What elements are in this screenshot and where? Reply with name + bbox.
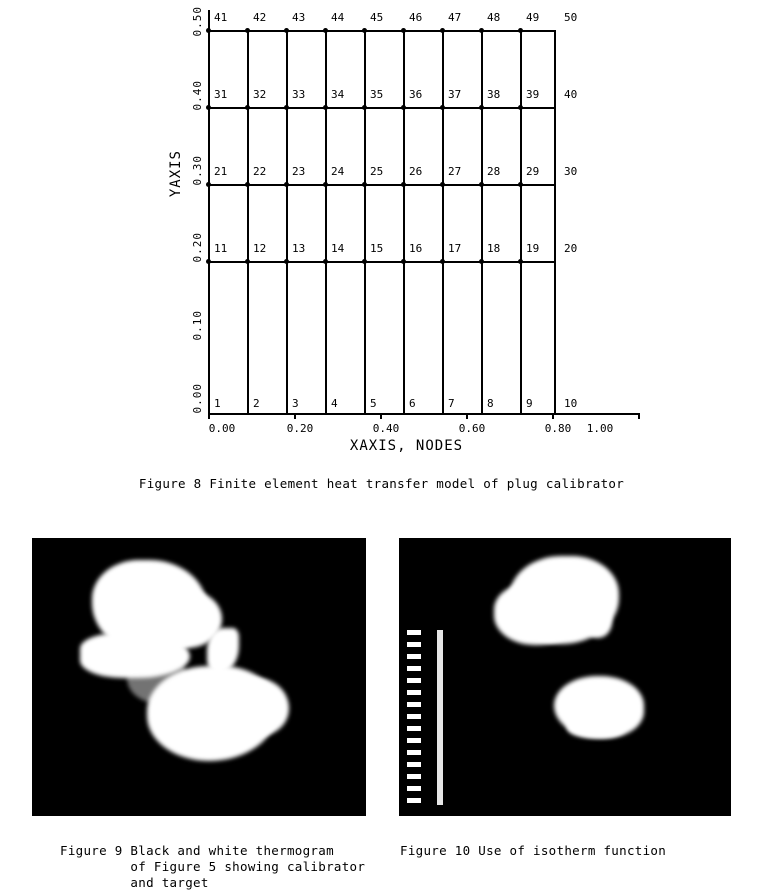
node-label: 39 (526, 88, 540, 101)
node-dot (245, 182, 250, 187)
node-dot (440, 259, 445, 264)
thermogram-faint-halo (127, 653, 187, 703)
x-tick-mark (208, 413, 210, 419)
node-dot (206, 182, 211, 187)
node-label: 8 (487, 397, 494, 410)
node-label: 17 (448, 242, 462, 255)
isotherm-hot-region-upper-left (494, 583, 579, 645)
node-label: 41 (214, 11, 228, 24)
isotherm-scale-bar (407, 654, 421, 659)
node-label: 28 (487, 165, 501, 178)
grid-line-vertical (286, 30, 288, 413)
node-dot (518, 105, 523, 110)
grid-line-horizontal (208, 261, 556, 263)
isotherm-scale-bar (407, 726, 421, 731)
x-tick-mark (552, 413, 554, 419)
x-tick-label: 0.40 (372, 422, 400, 435)
y-tick-label: 0.10 (191, 310, 204, 341)
node-label: 11 (214, 242, 228, 255)
grid-line-vertical (554, 30, 556, 413)
node-label: 26 (409, 165, 423, 178)
node-dot (323, 105, 328, 110)
node-dot (284, 28, 289, 33)
node-dot (479, 259, 484, 264)
node-label: 45 (370, 11, 384, 24)
node-label: 31 (214, 88, 228, 101)
node-label: 36 (409, 88, 423, 101)
node-dot (401, 182, 406, 187)
node-dot (518, 182, 523, 187)
node-dot (323, 182, 328, 187)
figure-9-thermogram-image (32, 538, 366, 816)
node-dot (362, 182, 367, 187)
node-label: 23 (292, 165, 306, 178)
node-dot (362, 259, 367, 264)
node-label: 48 (487, 11, 501, 24)
node-label: 27 (448, 165, 462, 178)
isotherm-scale-bar (407, 642, 421, 647)
node-label: 32 (253, 88, 267, 101)
x-tick-label: 1.00 (586, 422, 614, 435)
node-label: 34 (331, 88, 345, 101)
node-label: 40 (564, 88, 578, 101)
node-dot (284, 105, 289, 110)
node-dot (479, 182, 484, 187)
node-dot (518, 259, 523, 264)
node-dot (362, 28, 367, 33)
node-dot (440, 28, 445, 33)
y-tick-label: 0.50 (191, 6, 204, 37)
grid-line-horizontal (208, 30, 556, 32)
node-label: 35 (370, 88, 384, 101)
node-dot (479, 105, 484, 110)
isotherm-scale-bar (407, 714, 421, 719)
node-label: 16 (409, 242, 423, 255)
node-label: 3 (292, 397, 299, 410)
isotherm-scale-bar (407, 750, 421, 755)
node-dot (245, 28, 250, 33)
node-label: 50 (564, 11, 578, 24)
isotherm-scale-bar (407, 738, 421, 743)
node-dot (479, 28, 484, 33)
thermogram-hot-region-lower-right (227, 678, 289, 736)
grid-line-vertical (247, 30, 249, 413)
node-label: 33 (292, 88, 306, 101)
node-label: 13 (292, 242, 306, 255)
node-label: 44 (331, 11, 345, 24)
isotherm-scale-bar (407, 678, 421, 683)
grid-line-vertical (442, 30, 444, 413)
x-tick-mark (294, 413, 296, 419)
x-axis-line (208, 413, 640, 415)
isotherm-scale-bar (407, 666, 421, 671)
grid-line-vertical (208, 30, 210, 413)
figure-8-caption: Figure 8 Finite element heat transfer model of plug calibrator (138, 476, 625, 491)
node-dot (284, 259, 289, 264)
node-dot (206, 28, 211, 33)
x-tick-mark (466, 413, 468, 419)
isotherm-scale-bar (407, 690, 421, 695)
node-label: 20 (564, 242, 578, 255)
x-tick-mark (380, 413, 382, 419)
node-label: 46 (409, 11, 423, 24)
node-label: 29 (526, 165, 540, 178)
node-dot (440, 105, 445, 110)
node-dot (518, 28, 523, 33)
node-dot (284, 182, 289, 187)
x-axis-title-text: XAXIS, NODES (349, 438, 464, 454)
node-label: 43 (292, 11, 306, 24)
node-dot (362, 105, 367, 110)
isotherm-scale-column (437, 630, 443, 805)
isotherm-scale-bar (407, 630, 421, 635)
node-label: 49 (526, 11, 540, 24)
node-dot (401, 28, 406, 33)
node-label: 4 (331, 397, 338, 410)
node-label: 10 (564, 397, 578, 410)
node-label: 6 (409, 397, 416, 410)
node-dot (323, 28, 328, 33)
node-label: 38 (487, 88, 501, 101)
y-tick-label: 0.00 (191, 383, 204, 414)
isotherm-hot-region-satellite (584, 606, 612, 638)
grid-line-vertical (325, 30, 327, 413)
node-dot (401, 105, 406, 110)
node-label: 42 (253, 11, 267, 24)
x-tick-label: 0.00 (208, 422, 236, 435)
node-label: 19 (526, 242, 540, 255)
node-label: 12 (253, 242, 267, 255)
node-dot (440, 182, 445, 187)
node-dot (206, 259, 211, 264)
grid-line-horizontal (208, 184, 556, 186)
grid-line-vertical (520, 30, 522, 413)
node-label: 2 (253, 397, 260, 410)
node-label: 1 (214, 397, 221, 410)
figure-9-caption: Figure 9 Black and white thermogram of Figure 5 showing calibrator and target (60, 843, 366, 890)
node-dot (323, 259, 328, 264)
isotherm-scale-bar (407, 786, 421, 791)
node-label: 47 (448, 11, 462, 24)
isotherm-scale-bar (407, 798, 421, 803)
grid-line-vertical (481, 30, 483, 413)
figure-10-isotherm-image (399, 538, 731, 816)
y-tick-label: 0.20 (191, 232, 204, 263)
node-label: 15 (370, 242, 384, 255)
x-tick-label: 0.20 (286, 422, 314, 435)
figure-10-caption: Figure 10 Use of isotherm function (400, 843, 667, 858)
node-label: 9 (526, 397, 533, 410)
x-tick-label: 0.60 (458, 422, 486, 435)
node-label: 24 (331, 165, 345, 178)
node-label: 22 (253, 165, 267, 178)
node-dot (245, 259, 250, 264)
y-axis-title: YAXIS (168, 150, 184, 198)
node-label: 14 (331, 242, 345, 255)
isotherm-scale-bar (407, 762, 421, 767)
node-label: 25 (370, 165, 384, 178)
grid-line-vertical (403, 30, 405, 413)
node-dot (206, 105, 211, 110)
grid-line-horizontal (208, 107, 556, 109)
x-tick-label: 0.80 (544, 422, 572, 435)
isotherm-scale-bar (407, 702, 421, 707)
grid-line-vertical (364, 30, 366, 413)
node-dot (401, 259, 406, 264)
mesh-grid (208, 11, 578, 413)
node-label: 37 (448, 88, 462, 101)
node-label: 7 (448, 397, 455, 410)
node-dot (245, 105, 250, 110)
isotherm-hot-region-lower-tail (567, 716, 625, 738)
x-axis-title (0, 438, 763, 454)
node-label: 5 (370, 397, 377, 410)
x-tick-mark (638, 413, 640, 419)
node-label: 30 (564, 165, 578, 178)
node-label: 18 (487, 242, 501, 255)
node-label: 21 (214, 165, 228, 178)
y-tick-label: 0.40 (191, 80, 204, 111)
isotherm-scale-bar (407, 774, 421, 779)
y-tick-label: 0.30 (191, 155, 204, 186)
